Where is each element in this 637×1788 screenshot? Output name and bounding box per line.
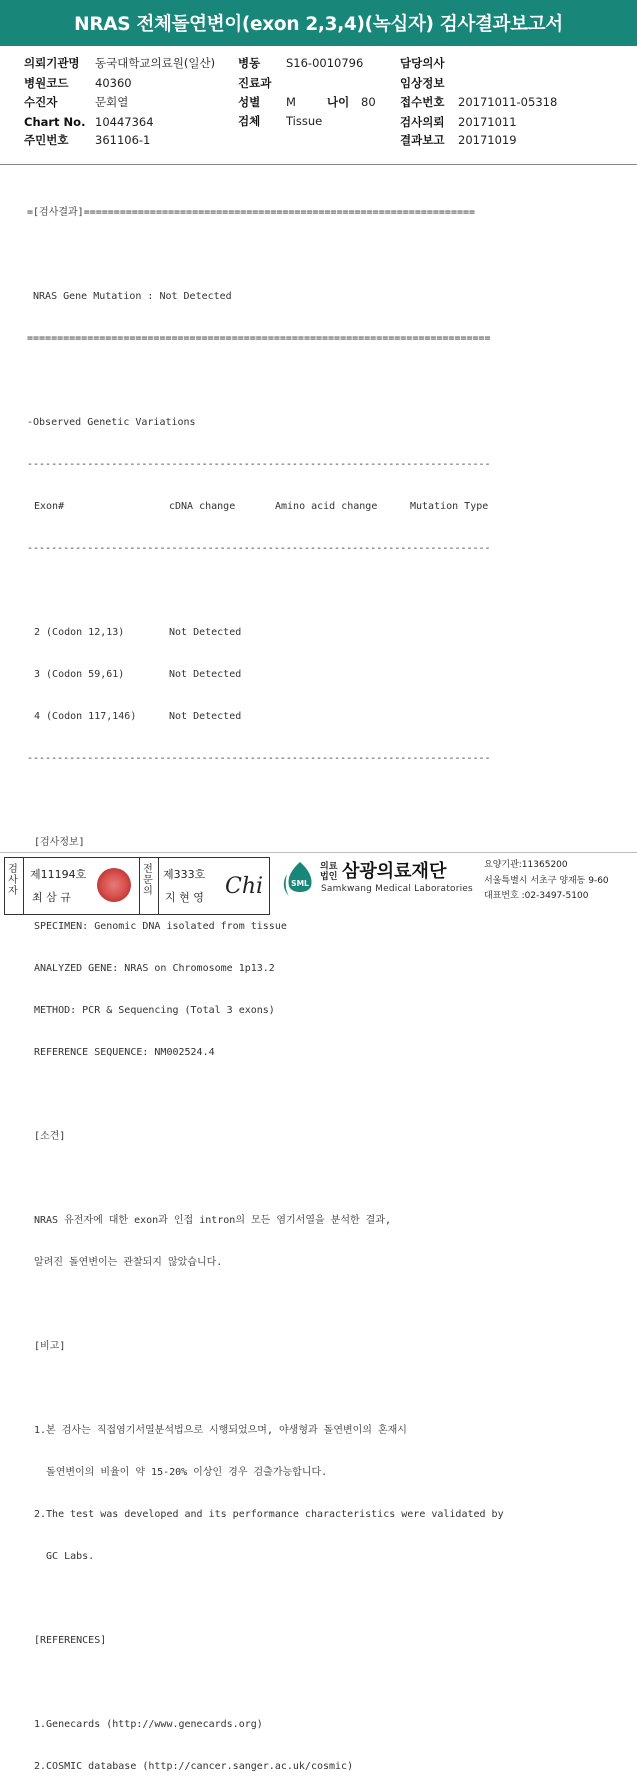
header-receipt-no (400, 95, 558, 109)
blank-line (27, 1088, 504, 1102)
header-clinical-info (400, 76, 444, 90)
exon-cell: 3 (Codon 59,61) (34, 669, 125, 680)
receipt-no-value: 20171011-05318 (458, 95, 558, 109)
org-english-name: Samkwang Medical Laboratories (321, 884, 473, 894)
exon-cell: 2 (Codon 12,13) (34, 627, 125, 638)
clinical-info-label: 임상정보 (400, 76, 445, 90)
info-specimen: SPECIMEN: Genomic DNA isolated from tissue (34, 921, 287, 932)
info-method: METHOD: PCR & Sequencing (Total 3 exons) (34, 1005, 275, 1016)
remarks-line: 2.The test was developed and its performance characteristics were validated by (34, 1509, 504, 1520)
opinion-line: 알려진 돌연변이는 관찰되지 않았습니다. (34, 1257, 223, 1268)
header-specimen (238, 114, 323, 128)
signer2-role (142, 864, 154, 897)
doctor-signature: Chi (225, 874, 264, 899)
department-label: 진료과 (238, 76, 272, 90)
blank-line (27, 1592, 504, 1606)
blank-line (27, 374, 504, 388)
header-divider (0, 164, 637, 165)
remarks-section-title: [비고] (34, 1341, 66, 1352)
sex-label: 성별 (238, 95, 261, 109)
chart-no-value: 10447364 (95, 115, 154, 129)
col-exon-header: Exon# (34, 501, 65, 512)
opinion-line: NRAS 유전자에 대한 exon과 인접 intron의 모든 염기서열을 분석한 결과, (34, 1215, 392, 1226)
specimen-label: 검체 (238, 114, 261, 128)
hospital-code-label: 병원코드 (24, 76, 69, 90)
blank-line (27, 1676, 504, 1690)
col-cdna-header: cDNA change (169, 501, 236, 512)
table-row (27, 626, 504, 640)
report-date-label: 결과보고 (400, 133, 445, 147)
remarks-line: 돌연변이의 비율이 약 15-20% 이상인 경우 검출가능합니다. (34, 1467, 328, 1478)
receipt-no-label: 접수번호 (400, 95, 445, 109)
info-section-title: [검사정보] (34, 837, 85, 848)
blank-line (27, 584, 504, 598)
signer1-name: 최 삼 규 (32, 891, 71, 904)
resident-no-value: 361106-1 (95, 133, 151, 147)
header-patient (24, 95, 129, 109)
request-date-value: 20171011 (458, 115, 517, 129)
report-title: NRAS 전체돌연변이(exon 2,3,4)(녹십자) 검사결과보고서 (0, 0, 637, 46)
header-report-date (400, 133, 517, 147)
header-department (238, 76, 271, 90)
info-analyzed-gene: ANALYZED GENE: NRAS on Chromosome 1p13.2 (34, 963, 275, 974)
footer-divider (0, 852, 637, 853)
exon-cell: 4 (Codon 117,146) (34, 711, 137, 722)
logo-text: SML (291, 879, 309, 888)
org-name: 삼광의료재단 (342, 861, 447, 882)
table-bottom-rule: ----------------------------------------------------------------------------- (27, 753, 491, 764)
hospital-code-value: 40360 (95, 76, 132, 90)
variation-table-header (27, 500, 504, 514)
header-doctor (400, 56, 444, 70)
cdna-cell: Not Detected (169, 669, 242, 680)
col-amino-header: Amino acid change (275, 501, 378, 512)
header-resident-no (24, 133, 151, 147)
ward-label: 병동 (238, 56, 261, 70)
box-divider (23, 858, 24, 914)
org-prefix: 의료법인 (320, 862, 338, 882)
blank-line (27, 1172, 504, 1186)
header-request-date (400, 115, 517, 129)
signer1-role (7, 864, 19, 897)
request-date-label: 검사의뢰 (400, 115, 445, 129)
doctor-label: 담당의사 (400, 56, 445, 70)
chart-no-label: Chart No. (24, 115, 86, 129)
reference-line: 2.COSMIC database (http://cancer.sanger.ac.uk/cosmic) (34, 1761, 354, 1772)
table-header-rule: ----------------------------------------------------------------------------- (27, 543, 491, 554)
header-chart-no (24, 115, 154, 129)
remarks-line: 1.본 검사는 직접염기서열분석법으로 시행되었으며, 야생형과 돌연변이의 혼재시 (34, 1425, 407, 1436)
org-address: 서울특별시 서초구 양재동 9-60 (484, 876, 609, 886)
report-date-value: 20171019 (458, 133, 517, 147)
double-rule: ============================================================================= (27, 333, 491, 344)
cdna-cell: Not Detected (169, 627, 242, 638)
report-body (27, 178, 504, 1788)
observed-variations-title: -Observed Genetic Variations (27, 417, 196, 428)
mutation-summary: NRAS Gene Mutation : Not Detected (27, 291, 232, 302)
table-row (27, 710, 504, 724)
header-age (327, 95, 376, 109)
info-reference-sequence: REFERENCE SEQUENCE: NM002524.4 (34, 1047, 215, 1058)
header-hospital-code (24, 76, 132, 90)
opinion-section-title: [소견] (34, 1131, 66, 1142)
ward-value: S16-0010796 (286, 56, 364, 70)
blank-line (27, 794, 504, 808)
official-seal-icon (97, 868, 131, 902)
remarks-line: GC Labs. (34, 1551, 95, 1562)
patient-value: 문회열 (95, 95, 129, 109)
signer2-role-text: 전 문 의 (143, 864, 153, 897)
blank-line (27, 248, 504, 262)
table-row (27, 668, 504, 682)
header-sex (238, 95, 296, 109)
age-label: 나이 (327, 95, 350, 109)
age-value: 80 (361, 95, 376, 109)
references-section-title: [REFERENCES] (34, 1635, 107, 1646)
signer1-role-text: 검 사 자 (8, 864, 18, 897)
signer2-name: 지 현 영 (165, 891, 204, 904)
blank-line (27, 1382, 504, 1396)
cdna-cell: Not Detected (169, 711, 242, 722)
signer1-license-no: 제11194호 (30, 868, 87, 881)
box-divider (139, 858, 140, 914)
org-code: 요양기관:11365200 (484, 860, 568, 870)
sml-logo-icon (281, 860, 319, 900)
specimen-value: Tissue (286, 114, 323, 128)
header-ward (238, 56, 364, 70)
org-phone: 대표번호 :02-3497-5100 (484, 891, 589, 901)
signer2-license-no: 제333호 (163, 868, 206, 881)
box-divider (158, 858, 159, 914)
hospital-label: 의뢰기관명 (24, 56, 80, 70)
hospital-value: 동국대학교의료원(일산) (95, 56, 216, 70)
blank-line (27, 1298, 504, 1312)
patient-label: 수진자 (24, 95, 58, 109)
resident-no-label: 주민번호 (24, 133, 69, 147)
table-top-rule: ----------------------------------------------------------------------------- (27, 459, 491, 470)
result-section-header: =[검사결과]================================================================= (27, 207, 476, 218)
header-hospital (24, 56, 216, 70)
sex-value: M (286, 95, 296, 109)
signature-box (4, 857, 270, 915)
reference-line: 1.Genecards (http://www.genecards.org) (34, 1719, 263, 1730)
col-mutation-type-header: Mutation Type (410, 501, 489, 512)
